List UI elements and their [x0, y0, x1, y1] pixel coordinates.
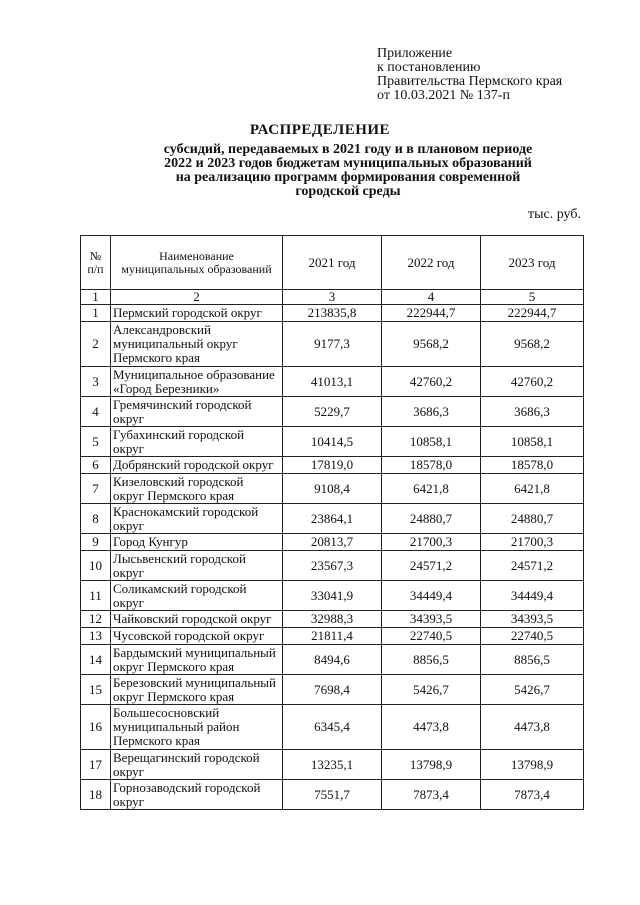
value-2021: 8494,6 — [283, 645, 382, 675]
annex-line: к постановлению — [377, 60, 481, 75]
column-index: 3 — [283, 290, 382, 305]
municipality-name-line: Березовский муниципальный — [113, 674, 276, 690]
value-2022: 8856,5 — [382, 645, 481, 675]
value-2023: 21700,3 — [481, 534, 584, 551]
subtitle-line: на реализацию программ формирования современной — [175, 170, 521, 185]
table-row — [81, 628, 584, 645]
municipality-name-line: Муниципальное образование — [113, 366, 275, 382]
table-row — [81, 705, 584, 750]
municipality-name-line: Город Кунгур — [113, 534, 188, 549]
municipality-name — [111, 611, 283, 628]
value-2022: 24880,7 — [382, 504, 481, 534]
value-2023: 10858,1 — [481, 427, 584, 457]
row-number: 13 — [81, 628, 111, 645]
municipality-name — [111, 457, 283, 474]
municipality-name-line: Краснокамский городской — [113, 503, 259, 519]
column-index: 5 — [481, 290, 584, 305]
municipality-name — [111, 628, 283, 645]
table-row — [81, 504, 584, 534]
annex-line: Правительства Пермского края — [377, 74, 563, 89]
document-title: РАСПРЕДЕЛЕНИЕ — [249, 122, 391, 138]
row-number: 4 — [81, 397, 111, 427]
value-2023: 34449,4 — [481, 581, 584, 611]
subtitle-line: 2022 и 2023 годов бюджетам муниципальных образований — [164, 156, 532, 171]
municipality-name-line: Лысьвенский городской — [113, 550, 246, 566]
value-2023: 3686,3 — [481, 397, 584, 427]
value-2022: 222944,7 — [382, 305, 481, 322]
municipality-name-line: «Город Березники» — [113, 380, 220, 396]
municipality-name-line: муниципальный округ — [113, 336, 238, 351]
table-row — [81, 780, 584, 810]
value-2021: 7698,4 — [283, 675, 382, 705]
municipality-name-line: округ — [113, 763, 144, 779]
value-2022: 34393,5 — [382, 611, 481, 628]
column-index: 4 — [382, 290, 481, 305]
value-2021: 20813,7 — [283, 534, 382, 551]
column-index: 1 — [81, 290, 111, 305]
municipality-name-line: Пермский городской округ — [113, 305, 262, 320]
row-number: 16 — [81, 705, 111, 750]
municipality-name-line: округ — [113, 564, 144, 580]
table-body — [81, 290, 584, 810]
municipality-name — [111, 397, 283, 427]
value-2021: 32988,3 — [283, 611, 382, 628]
row-number: 11 — [81, 581, 111, 611]
municipality-name-line: округ — [113, 594, 144, 610]
table-row — [81, 305, 584, 322]
value-2023: 34393,5 — [481, 611, 584, 628]
value-2022: 7873,4 — [382, 780, 481, 810]
value-2022: 4473,8 — [382, 705, 481, 750]
subsidy-table — [80, 235, 584, 810]
municipality-name-line: Верещагинский городской — [113, 749, 260, 765]
value-2023: 9568,2 — [481, 322, 584, 367]
table-row — [81, 457, 584, 474]
municipality-name-line: Пермского края — [113, 350, 200, 365]
row-number: 9 — [81, 534, 111, 551]
municipality-name-line: Чусовской городской округ — [113, 628, 265, 643]
header-2021: 2021 год — [283, 236, 382, 290]
value-2023: 42760,2 — [481, 367, 584, 397]
value-2021: 41013,1 — [283, 367, 382, 397]
municipality-name — [111, 675, 283, 705]
row-number: 3 — [81, 367, 111, 397]
municipality-name-line: Соликамский городской — [113, 580, 247, 596]
column-index-row — [81, 290, 584, 305]
municipality-name — [111, 645, 283, 675]
municipality-name-line: округ Пермского края — [113, 658, 235, 674]
document-subtitle — [118, 143, 578, 199]
value-2021: 5229,7 — [283, 397, 382, 427]
value-2021: 33041,9 — [283, 581, 382, 611]
municipality-name-line: округ — [113, 793, 144, 809]
row-number: 5 — [81, 427, 111, 457]
value-2023: 13798,9 — [481, 750, 584, 780]
header-number-line: п/п — [87, 261, 104, 276]
table-row — [81, 474, 584, 504]
subtitle-line: субсидий, передаваемых в 2021 году и в плановом периоде — [163, 142, 533, 157]
header-number-line: № — [89, 248, 102, 263]
municipality-name-line: Бардымский муниципальный — [113, 644, 276, 660]
value-2021: 213835,8 — [283, 305, 382, 322]
municipality-name-line: округ — [113, 440, 144, 456]
value-2021: 13235,1 — [283, 750, 382, 780]
municipality-name-line: Горнозаводский городской — [113, 779, 261, 795]
annex-block — [377, 47, 562, 103]
value-2023: 222944,7 — [481, 305, 584, 322]
municipality-name — [111, 750, 283, 780]
table-row — [81, 645, 584, 675]
header-name-line: муниципальных образований — [121, 261, 272, 276]
value-2021: 21811,4 — [283, 628, 382, 645]
row-number: 14 — [81, 645, 111, 675]
table-header-row — [81, 236, 584, 290]
value-2023: 8856,5 — [481, 645, 584, 675]
value-2023: 24571,2 — [481, 551, 584, 581]
value-2022: 22740,5 — [382, 628, 481, 645]
table-row — [81, 367, 584, 397]
municipality-name-line: Губахинский городской — [113, 426, 245, 442]
row-number: 6 — [81, 457, 111, 474]
value-2021: 9108,4 — [283, 474, 382, 504]
value-2022: 6421,8 — [382, 474, 481, 504]
row-number: 15 — [81, 675, 111, 705]
value-2022: 21700,3 — [382, 534, 481, 551]
municipality-name — [111, 504, 283, 534]
municipality-name — [111, 474, 283, 504]
municipality-name-line: округ — [113, 410, 144, 426]
column-index: 2 — [111, 290, 283, 305]
header-2023: 2023 год — [481, 236, 584, 290]
row-number: 1 — [81, 305, 111, 322]
row-number: 2 — [81, 322, 111, 367]
value-2023: 6421,8 — [481, 474, 584, 504]
municipality-name-line: Чайковский городской округ — [113, 611, 272, 626]
municipality-name-line: Александровский — [113, 322, 211, 337]
value-2022: 10858,1 — [382, 427, 481, 457]
table-row — [81, 611, 584, 628]
municipality-name-line: Добрянский городской округ — [113, 457, 274, 472]
table-row — [81, 427, 584, 457]
municipality-name-line: округ Пермского края — [113, 487, 235, 503]
value-2021: 6345,4 — [283, 705, 382, 750]
value-2021: 17819,0 — [283, 457, 382, 474]
value-2021: 10414,5 — [283, 427, 382, 457]
municipality-name — [111, 705, 283, 750]
value-2022: 9568,2 — [382, 322, 481, 367]
table-row — [81, 534, 584, 551]
value-2022: 18578,0 — [382, 457, 481, 474]
municipality-name — [111, 780, 283, 810]
municipality-name-line: Гремячинский городской — [113, 396, 252, 412]
municipality-name-line: округ — [113, 517, 144, 533]
value-2023: 5426,7 — [481, 675, 584, 705]
municipality-name — [111, 534, 283, 551]
value-2022: 5426,7 — [382, 675, 481, 705]
row-number: 8 — [81, 504, 111, 534]
header-2022: 2022 год — [382, 236, 481, 290]
municipality-name-line: округ Пермского края — [113, 688, 235, 704]
row-number: 18 — [81, 780, 111, 810]
value-2023: 7873,4 — [481, 780, 584, 810]
value-2023: 24880,7 — [481, 504, 584, 534]
municipality-name-line: Большесосновский — [113, 705, 220, 720]
table-row — [81, 581, 584, 611]
row-number: 7 — [81, 474, 111, 504]
header-name — [111, 236, 283, 290]
municipality-name-line: муниципальный район — [113, 719, 240, 734]
header-number — [81, 236, 111, 290]
municipality-name — [111, 322, 283, 367]
header-name-line: Наименование — [159, 248, 234, 263]
municipality-name-line: Кизеловский городской — [113, 473, 244, 489]
value-2023: 22740,5 — [481, 628, 584, 645]
currency-unit: тыс. руб. — [528, 207, 581, 222]
table-row — [81, 551, 584, 581]
value-2021: 9177,3 — [283, 322, 382, 367]
table-row — [81, 750, 584, 780]
row-number: 12 — [81, 611, 111, 628]
table-row — [81, 322, 584, 367]
annex-line: Приложение — [377, 46, 453, 61]
table-row — [81, 397, 584, 427]
municipality-name — [111, 427, 283, 457]
value-2022: 3686,3 — [382, 397, 481, 427]
subtitle-line: городской среды — [295, 184, 401, 199]
table-row — [81, 675, 584, 705]
value-2021: 7551,7 — [283, 780, 382, 810]
municipality-name — [111, 551, 283, 581]
value-2022: 42760,2 — [382, 367, 481, 397]
value-2023: 18578,0 — [481, 457, 584, 474]
value-2021: 23864,1 — [283, 504, 382, 534]
municipality-name-line: Пермского края — [113, 733, 200, 748]
value-2023: 4473,8 — [481, 705, 584, 750]
value-2022: 13798,9 — [382, 750, 481, 780]
row-number: 17 — [81, 750, 111, 780]
value-2022: 34449,4 — [382, 581, 481, 611]
municipality-name — [111, 581, 283, 611]
annex-line: от 10.03.2021 № 137-п — [377, 88, 510, 103]
municipality-name — [111, 367, 283, 397]
municipality-name — [111, 305, 283, 322]
value-2021: 23567,3 — [283, 551, 382, 581]
value-2022: 24571,2 — [382, 551, 481, 581]
row-number: 10 — [81, 551, 111, 581]
